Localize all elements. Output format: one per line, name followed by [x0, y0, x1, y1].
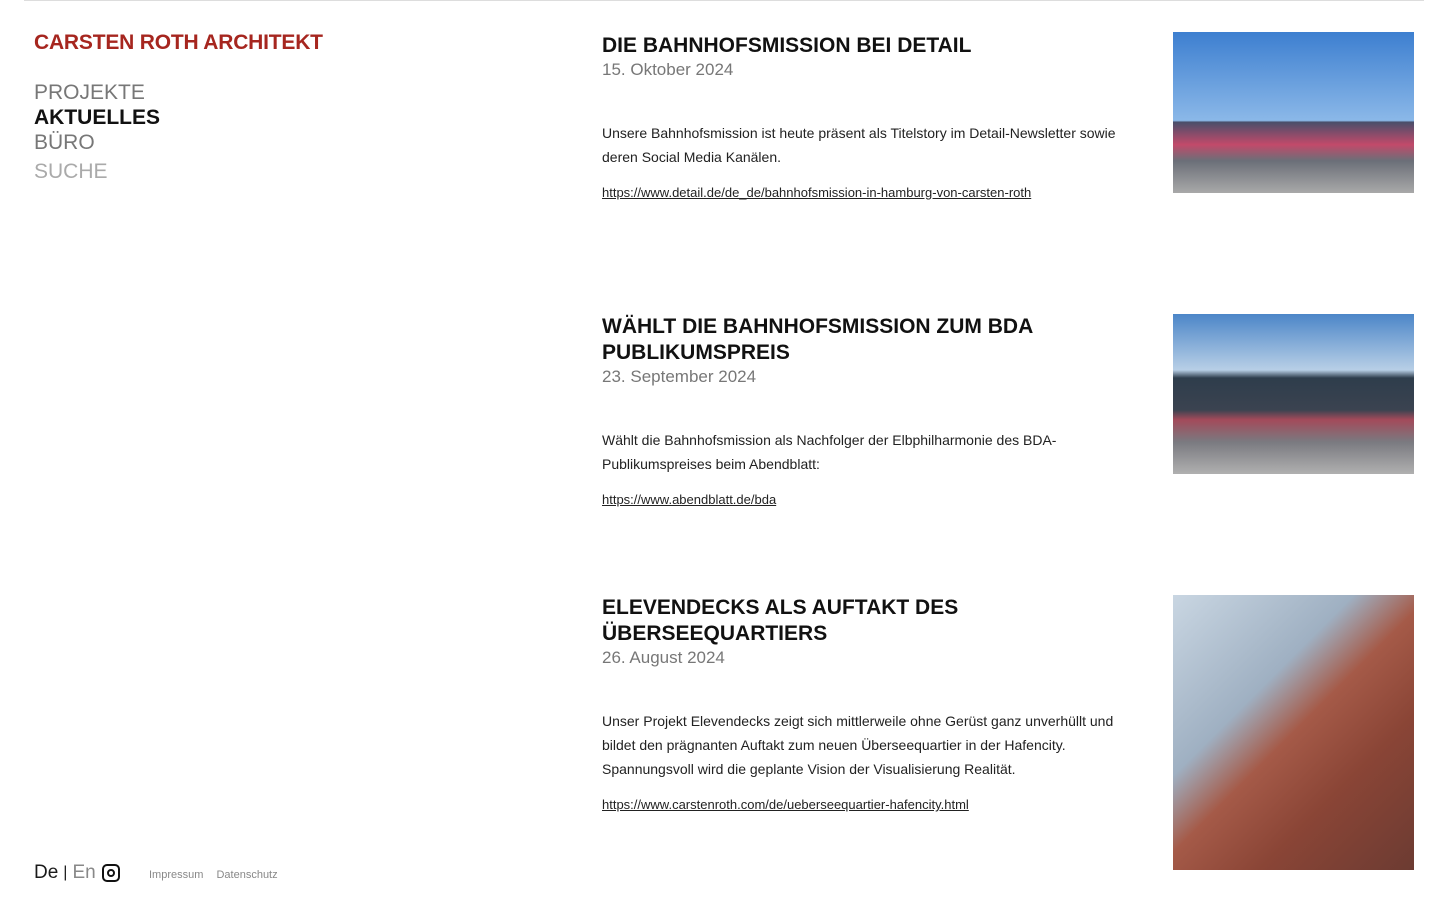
- top-divider: [24, 0, 1424, 1]
- article-title: ELEVENDECKS ALS AUFTAKT DES ÜBERSEEQUARTIERS: [602, 596, 959, 645]
- article-title: WÄHLT DIE BAHNHOFSMISSION ZUM BDA PUBLIKUMSPREIS: [602, 315, 1033, 364]
- nav-projekte[interactable]: PROJEKTE: [34, 81, 145, 104]
- article-date: 23. September 2024: [602, 367, 757, 386]
- impressum-link[interactable]: Impressum: [149, 869, 204, 881]
- bahnhofsmission-image[interactable]: [1173, 32, 1414, 193]
- nav-buero[interactable]: BÜRO: [34, 131, 95, 154]
- article-body: Wählt die Bahnhofsmission als Nachfolger der Elbphilharmonie des BDA-Publikumspreises beim Abendblatt:: [602, 432, 1057, 472]
- article-link[interactable]: https://www.abendblatt.de/bda: [602, 492, 777, 507]
- lang-separator: |: [63, 864, 68, 881]
- lang-de[interactable]: De: [34, 862, 59, 883]
- datenschutz-link[interactable]: Datenschutz: [216, 869, 278, 881]
- instagram-icon[interactable]: [102, 864, 120, 882]
- main-nav: [34, 80, 160, 184]
- bahnhofsmission-image[interactable]: [1173, 314, 1414, 474]
- news-article: [602, 314, 1132, 509]
- elevendecks-image[interactable]: [1173, 595, 1414, 870]
- nav-suche[interactable]: SUCHE: [34, 160, 108, 183]
- nav-aktuelles[interactable]: AKTUELLES: [34, 106, 160, 129]
- article-date: 15. Oktober 2024: [602, 60, 734, 79]
- article-body: Unser Projekt Elevendecks zeigt sich mittlerweile ohne Gerüst ganz unverhüllt und bildet den prägnanten Auftakt zum neuen Überseequartier in der Hafencity. Spannungsvoll wird die geplante Vision der Visualisierung Realität.: [602, 713, 1114, 777]
- news-article: [602, 33, 1132, 202]
- lang-en[interactable]: En: [72, 862, 96, 883]
- language-switch: [34, 862, 120, 884]
- article-link[interactable]: https://www.detail.de/de_de/bahnhofsmission-in-hamburg-von-carsten-roth: [602, 185, 1032, 200]
- news-article: [602, 595, 1132, 814]
- footer-links: [149, 869, 288, 881]
- article-link[interactable]: https://www.carstenroth.com/de/ueberseequartier-hafencity.html: [602, 797, 969, 812]
- article-date: 26. August 2024: [602, 648, 725, 667]
- article-body: Unsere Bahnhofsmission ist heute präsent als Titelstory im Detail-Newsletter sowie deren Social Media Kanälen.: [602, 125, 1116, 165]
- article-title: DIE BAHNHOFSMISSION BEI DETAIL: [602, 34, 972, 57]
- site-logo[interactable]: CARSTEN ROTH ARCHITEKT: [34, 31, 323, 54]
